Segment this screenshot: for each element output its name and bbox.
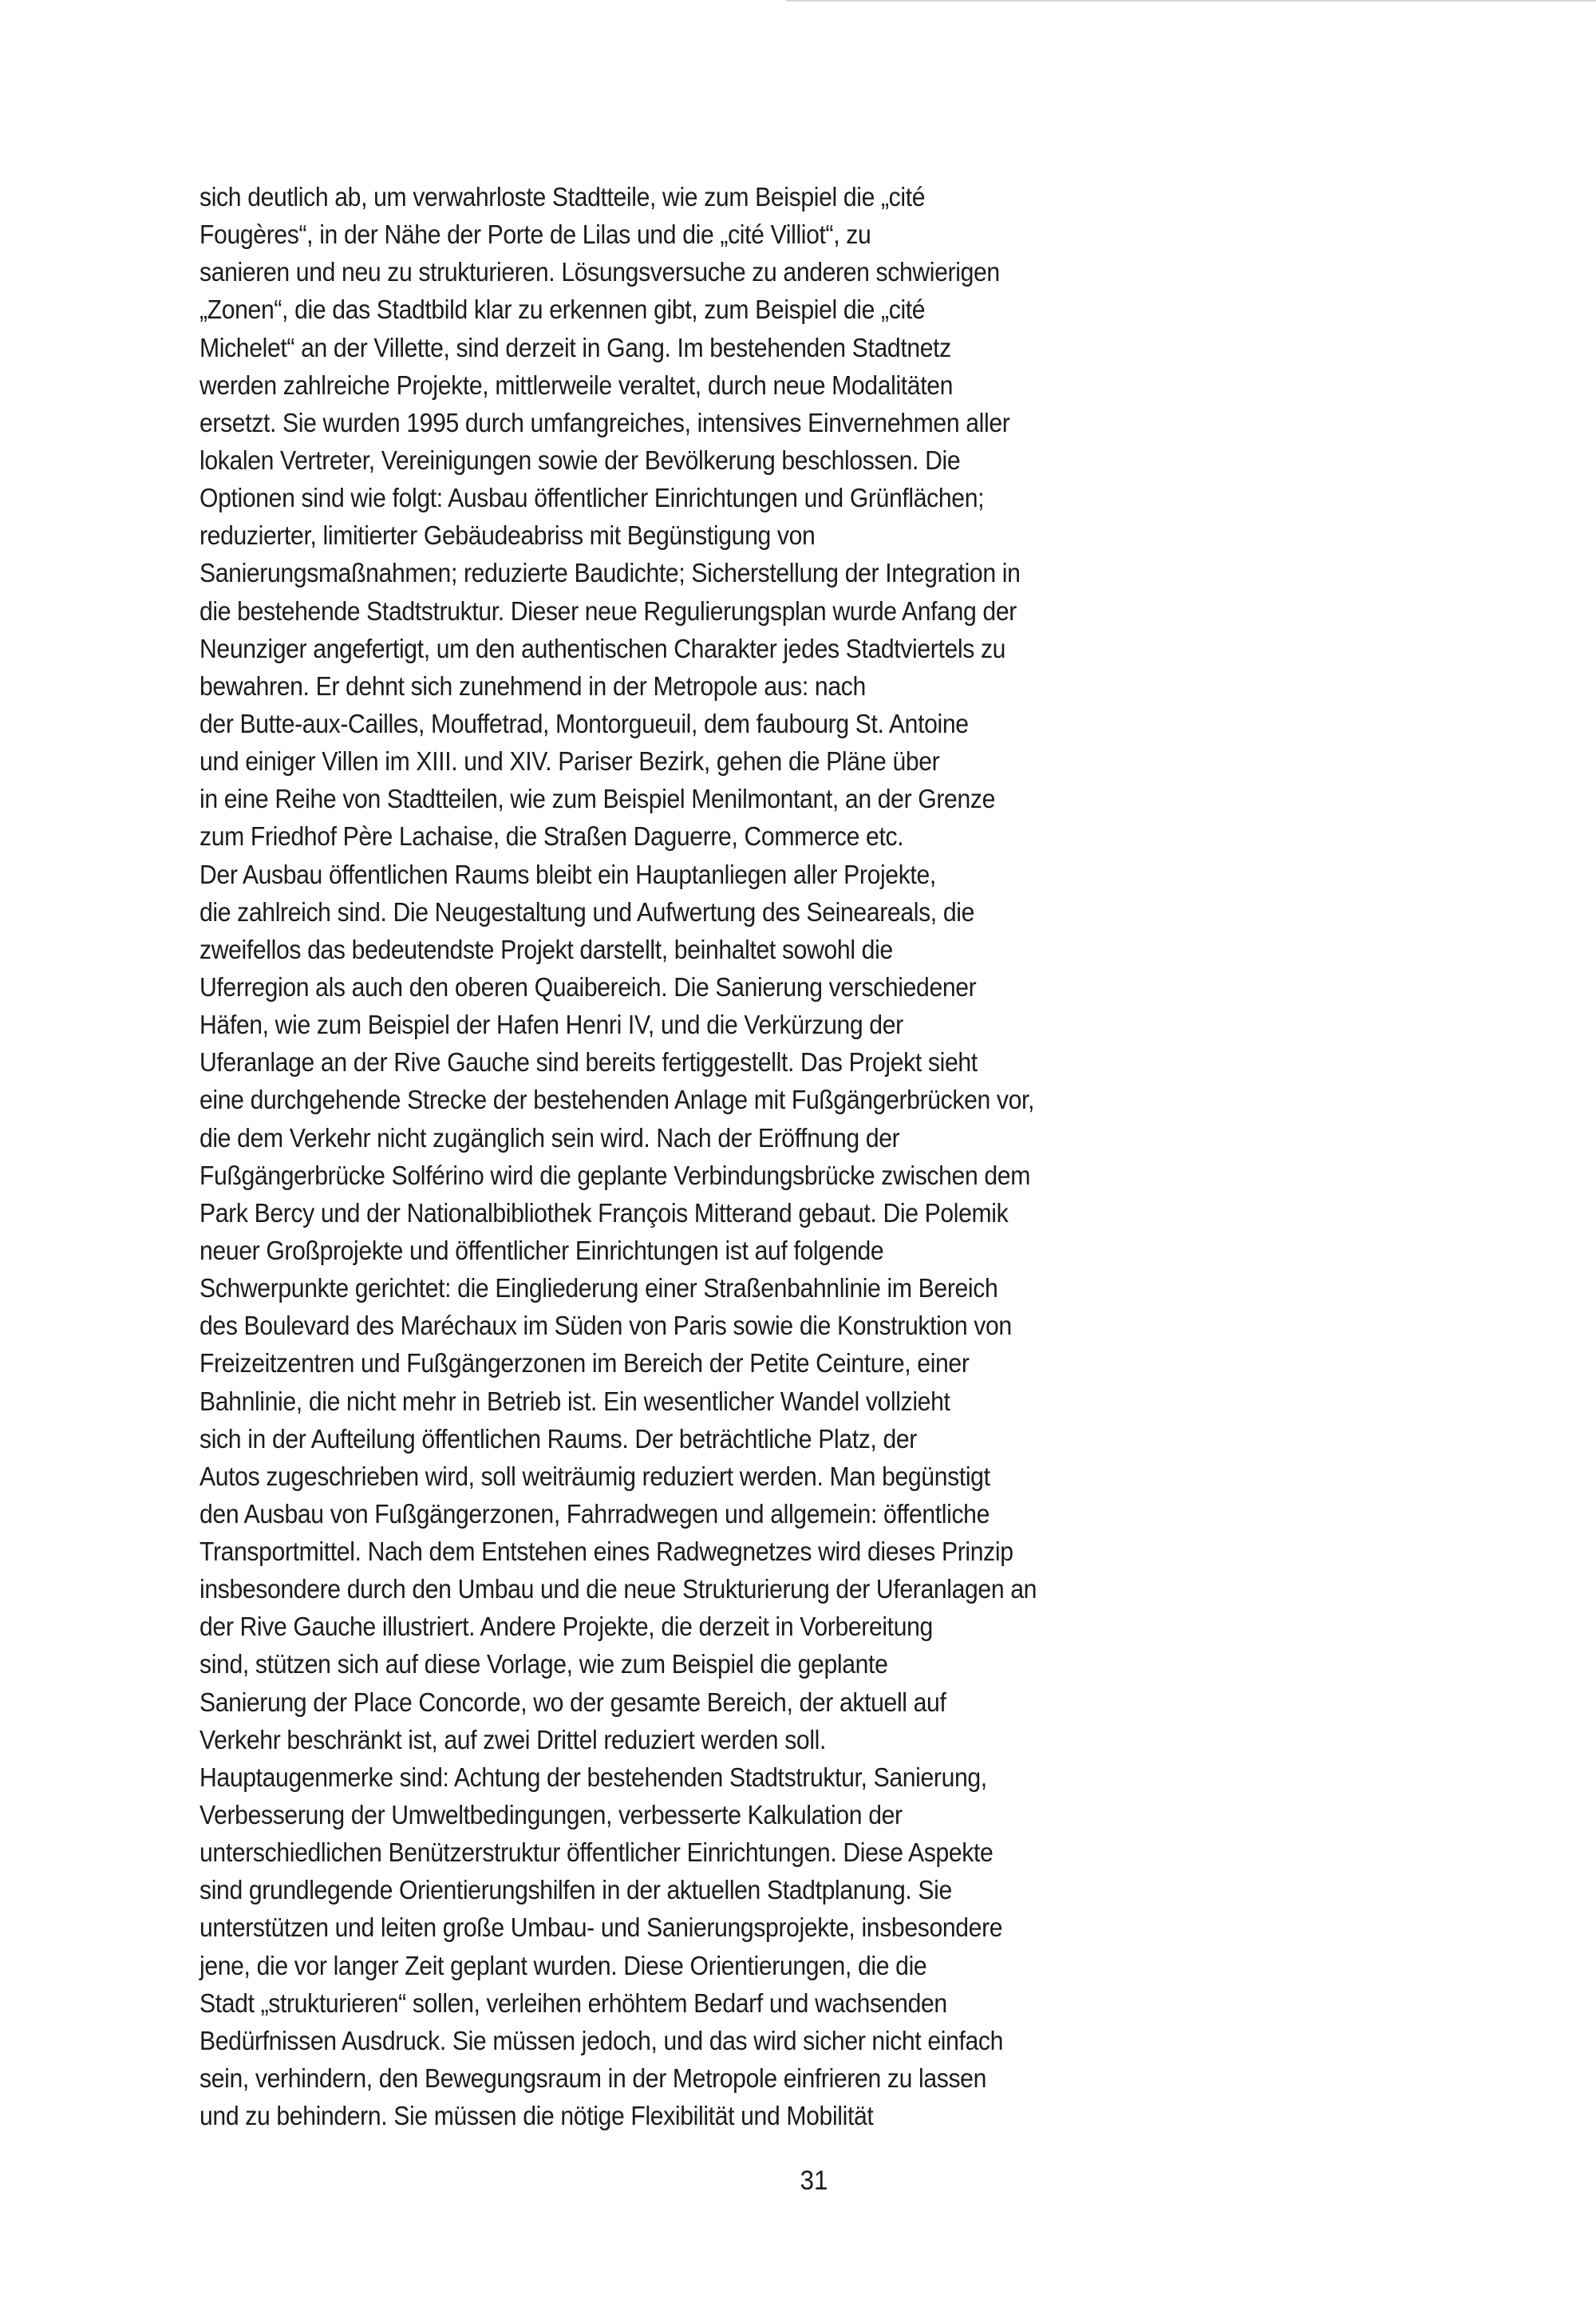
text-line: sind, stützen sich auf diese Vorlage, wie zum Beispiel die geplante bbox=[200, 1650, 888, 1680]
page-number: 31 bbox=[800, 2166, 828, 2196]
text-line: Fußgängerbrücke Solférino wird die geplante Verbindungsbrücke zwischen dem bbox=[200, 1161, 1030, 1191]
text-line: Häfen, wie zum Beispiel der Hafen Henri IV, und die Verkürzung der bbox=[200, 1011, 903, 1041]
text-line: und zu behindern. Sie müssen die nötige Flexibilität und Mobilität bbox=[200, 2102, 874, 2132]
text-line: sich in der Aufteilung öffentlichen Raums. Der beträchtliche Platz, der bbox=[200, 1424, 917, 1454]
text-line: Schwerpunkte gerichtet: die Eingliederung einer Straßenbahnlinie im Bereich bbox=[200, 1274, 998, 1304]
text-line: die zahlreich sind. Die Neugestaltung und Aufwertung des Seineareals, die bbox=[200, 897, 974, 928]
text-line: insbesondere durch den Umbau und die neue Strukturierung der Uferanlagen an bbox=[200, 1575, 1037, 1605]
text-line: eine durchgehende Strecke der bestehenden Anlage mit Fußgängerbrücken vor, bbox=[200, 1086, 1035, 1116]
text-line: der Butte-aux-Cailles, Mouffetrad, Montorgueuil, dem faubourg St. Antoine bbox=[200, 709, 969, 739]
text-line: der Rive Gauche illustriert. Andere Projekte, die derzeit in Vorbereitung bbox=[200, 1612, 933, 1643]
text-line: die dem Verkehr nicht zugänglich sein wird. Nach der Eröffnung der bbox=[200, 1123, 900, 1153]
text-line: sein, verhindern, den Bewegungsraum in der Metropole einfrieren zu lassen bbox=[200, 2064, 987, 2094]
text-line: Autos zugeschrieben wird, soll weiträumig reduziert werden. Man begünstigt bbox=[200, 1461, 990, 1492]
scan-edge-line bbox=[786, 0, 1596, 2]
text-line: Michelet“ an der Villette, sind derzeit in Gang. Im bestehenden Stadtnetz bbox=[200, 333, 951, 363]
text-line: Uferregion als auch den oberen Quaibereich. Die Sanierung verschiedener bbox=[200, 972, 977, 1003]
text-line: die bestehende Stadtstruktur. Dieser neue Regulierungsplan wurde Anfang der bbox=[200, 596, 1017, 627]
text-line: zum Friedhof Père Lachaise, die Straßen Daguerre, Commerce etc. bbox=[200, 822, 904, 852]
text-line: Park Bercy und der Nationalbibliothek François Mitterand gebaut. Die Polemik bbox=[200, 1198, 1009, 1228]
text-line: zweifellos das bedeutendste Projekt darstellt, beinhaltet sowohl die bbox=[200, 935, 893, 965]
text-line: Neunziger angefertigt, um den authentischen Charakter jedes Stadtviertels zu bbox=[200, 634, 1006, 664]
text-line: Der Ausbau öffentlichen Raums bleibt ein Hauptanliegen aller Projekte, bbox=[200, 860, 936, 890]
text-line: Bedürfnissen Ausdruck. Sie müssen jedoch, und das wird sicher nicht einfach bbox=[200, 2026, 1004, 2056]
text-line: unterschiedlichen Benützerstruktur öffentlicher Einrichtungen. Diese Aspekte bbox=[200, 1838, 994, 1869]
text-line: Verkehr beschränkt ist, auf zwei Drittel reduziert werden soll. bbox=[200, 1725, 827, 1755]
body-text bbox=[200, 179, 1269, 2135]
text-line: und einiger Villen im XIII. und XIV. Pariser Bezirk, gehen die Pläne über bbox=[200, 747, 940, 777]
text-line: Bahnlinie, die nicht mehr in Betrieb ist. Ein wesentlicher Wandel vollzieht bbox=[200, 1386, 950, 1417]
text-line: reduzierter, limitierter Gebäudeabriss mit Begünstigung von bbox=[200, 521, 816, 552]
text-line: Verbesserung der Umweltbedingungen, verbesserte Kalkulation der bbox=[200, 1801, 903, 1831]
text-line: unterstützen und leiten große Umbau- und Sanierungsprojekte, insbesondere bbox=[200, 1913, 1003, 1944]
text-line: des Boulevard des Maréchaux im Süden von Paris sowie die Konstruktion von bbox=[200, 1311, 1012, 1342]
text-line: Optionen sind wie folgt: Ausbau öffentlicher Einrichtungen und Grünflächen; bbox=[200, 484, 985, 514]
text-line: Uferanlage an der Rive Gauche sind bereits fertiggestellt. Das Projekt sieht bbox=[200, 1048, 978, 1078]
text-line: bewahren. Er dehnt sich zunehmend in der Metropole aus: nach bbox=[200, 671, 866, 702]
text-line: neuer Großprojekte und öffentlicher Einrichtungen ist auf folgende bbox=[200, 1236, 884, 1266]
text-line: sich deutlich ab, um verwahrloste Stadtteile, wie zum Beispiel die „cité bbox=[200, 183, 926, 212]
text-line: Stadt „strukturieren“ sollen, verleihen erhöhtem Bedarf und wachsenden bbox=[200, 1988, 947, 2019]
text-line: Freizeitzentren und Fußgängerzonen im Bereich der Petite Ceinture, einer bbox=[200, 1349, 970, 1379]
text-line: „Zonen“, die das Stadtbild klar zu erkennen gibt, zum Beispiel die „cité bbox=[200, 295, 926, 326]
text-line: Hauptaugenmerke sind: Achtung der bestehenden Stadtstruktur, Sanierung, bbox=[200, 1762, 987, 1793]
text-line: Transportmittel. Nach dem Entstehen eines Radwegnetzes wird dieses Prinzip bbox=[200, 1537, 1013, 1568]
text-line: den Ausbau von Fußgängerzonen, Fahrradwegen und allgemein: öffentliche bbox=[200, 1499, 990, 1529]
text-line: sanieren und neu zu strukturieren. Lösungsversuche zu anderen schwierigen bbox=[200, 258, 1000, 288]
text-line: werden zahlreiche Projekte, mittlerweile veraltet, durch neue Modalitäten bbox=[200, 370, 954, 401]
text-line: lokalen Vertreter, Vereinigungen sowie der Bevölkerung beschlossen. Die bbox=[200, 445, 961, 476]
text-line: sind grundlegende Orientierungshilfen in der aktuellen Stadtplanung. Sie bbox=[200, 1876, 952, 1906]
text-line: Sanierung der Place Concorde, wo der gesamte Bereich, der aktuell auf bbox=[200, 1687, 946, 1718]
text-line: ersetzt. Sie wurden 1995 durch umfangreiches, intensives Einvernehmen aller bbox=[200, 408, 1010, 438]
text-line: Fougères“, in der Nähe der Porte de Lilas und die „cité Villiot“, zu bbox=[200, 220, 871, 251]
text-line: in eine Reihe von Stadtteilen, wie zum Beispiel Menilmontant, an der Grenze bbox=[200, 785, 995, 815]
text-line: jene, die vor langer Zeit geplant wurden. Diese Orientierungen, die die bbox=[200, 1951, 927, 1981]
text-line: Sanierungsmaßnahmen; reduzierte Baudichte; Sicherstellung der Integration in bbox=[200, 559, 1021, 589]
